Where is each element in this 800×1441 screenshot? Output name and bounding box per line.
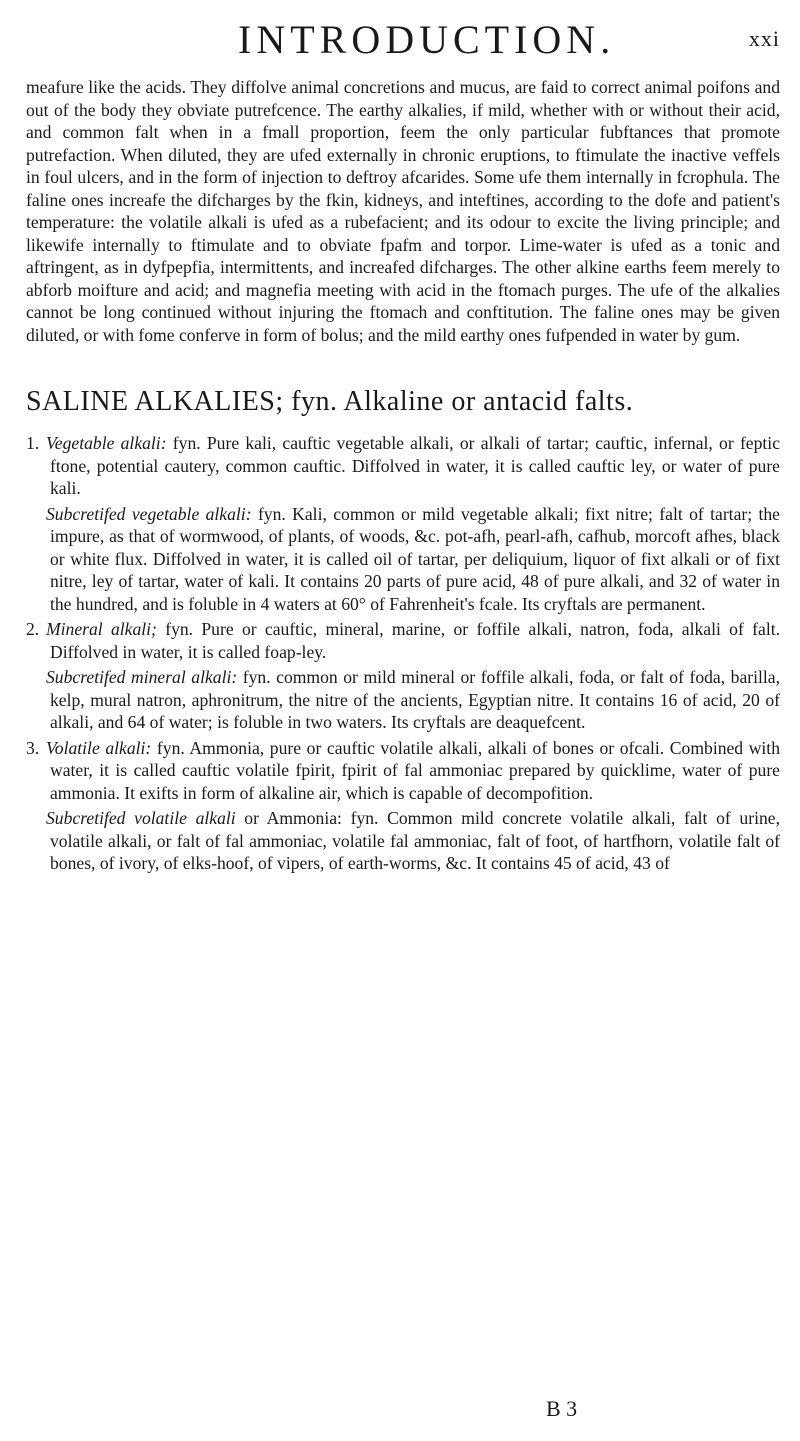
entry-text: fyn. Pure or cauftic, mineral, marine, or foffile alkali, natron, foda, alkali of falt. Diffolved in water, it is called foap-ley. bbox=[50, 619, 780, 662]
entry-term: Vegetable alkali: bbox=[46, 433, 167, 453]
entry-text: fyn. common or mild mineral or foffile alkali, foda, or falt of foda, barilla, kelp, mural natron, aphronitrum, the nitre of the ancients, Egyptian nitre. It contains 16 of acid, 20 of alkali, and 64 of water; is foluble in two waters. Its cryftals are deaquefcent. bbox=[50, 667, 780, 732]
entry-number: 3. bbox=[26, 737, 40, 758]
entry-text: fyn. Ammonia, pure or cauftic volatile alkali, alkali of bones or ofcali. Combined with water, it is called cauftic volatile fpirit, fpirit of fal ammoniac prepared by quicklime, water of pure ammonia. It exifts in form of alkaline air, which is capable of decompofition. bbox=[50, 737, 780, 803]
entry-term: Subcretifed volatile alkali bbox=[46, 808, 236, 828]
entry-subcretifed-volatile-alkali bbox=[26, 807, 780, 875]
entry-text: fyn. Pure kali, cauftic vegetable alkali, or alkali of tartar; cauftic, infernal, or feptic ftone, potential cautery, common cauftic. Diffolved in water, it is called cauftic ley, or water of pure kali. bbox=[50, 433, 781, 498]
page-number: xxi bbox=[748, 26, 780, 51]
entry-volatile-alkali bbox=[26, 737, 780, 805]
page-header bbox=[26, 14, 780, 64]
alkali-entries bbox=[26, 432, 780, 875]
entry-text: fyn. Kali, common or mild vegetable alkali; fixt nitre; falt of tartar; the impure, as that of wormwood, of plants, of woods, &c. pot-afh, pearl-afh, cafhub, morcoft afhes, black or white flux. Diffolved in water, it is called oil of tartar, per deliquium, liquor of fixt alkali or of fixt nitre, ley of tartar, water of kali. It contains 20 parts of pure acid, 48 of pure alkali, and 32 of water in the hundred, and is foluble in 4 waters at 60° of Fahrenheit's fcale. Its cryftals are permanent. bbox=[50, 503, 780, 614]
entry-term: Mineral alkali; bbox=[46, 619, 157, 639]
entry-subcretifed-vegetable-alkali bbox=[26, 503, 780, 616]
entry-subcretifed-mineral-alkali bbox=[26, 666, 780, 734]
running-head: INTRODUCTION. bbox=[238, 17, 616, 62]
intro-paragraph: meafure like the acids. They diffolve animal concretions and mucus, are faid to correct animal poifons and out of the body they obviate putrefcence. The earthy alkalies, if mild, whether with or without their acid, and common falt when in a fmall proportion, feem the only particular fubftances that promote putrefaction. When diluted, they are ufed externally in chronic eruptions, to ftimulate the inactive veffels in foul ulcers, and in the form of injection to deftroy afcarides. Some ufe them internally in fcrophula. The faline ones increafe the difcharges by the fkin, kidneys, and inteftines, according to the dofe and patient's temperature: the volatile alkali is ufed as a rubefacient; and its odour to excite the living principle; and likewife internally to ftimulate and to obviate fpafm and torpor. Lime-water is ufed as a tonic and aftringent, as in dyfpepfia, intermittents, and increafed difcharges. The other alkine earths feem merely to abforb moifture and acid; and magnefia meeting with acid in the ftomach purges. The ufe of the alkalies cannot be long continued without injuring the ftomach and conftitution. The faline ones may be given diluted, or with fome conferve in form of bolus; and the mild earthy ones fufpended in water by gum. bbox=[26, 77, 780, 345]
entry-term: Subcretifed mineral alkali: bbox=[46, 667, 238, 687]
entry-term: Subcretifed vegetable alkali: bbox=[46, 503, 252, 524]
entry-number: 2. bbox=[26, 619, 40, 639]
entry-mineral-alkali bbox=[26, 618, 780, 663]
document-page bbox=[26, 14, 780, 1434]
entry-vegetable-alkali bbox=[26, 432, 780, 500]
section-heading: SALINE ALKALIES; fyn. Alkaline or antacid falts. bbox=[26, 386, 634, 417]
entry-text: or Ammonia: fyn. Common mild concrete volatile alkali, falt of urine, volatile alkali, or falt of fal ammoniac, volatile fal ammoniac, falt of foot, of hartfhorn, volatile falt of bones, of ivory, of elks-hoof, of vipers, of earth-worms, &c. It contains 45 of acid, 43 of bbox=[50, 808, 780, 873]
entry-term: Volatile alkali: bbox=[46, 737, 152, 758]
entry-number: 1. bbox=[26, 433, 40, 453]
signature-mark: B 3 bbox=[546, 1396, 578, 1421]
